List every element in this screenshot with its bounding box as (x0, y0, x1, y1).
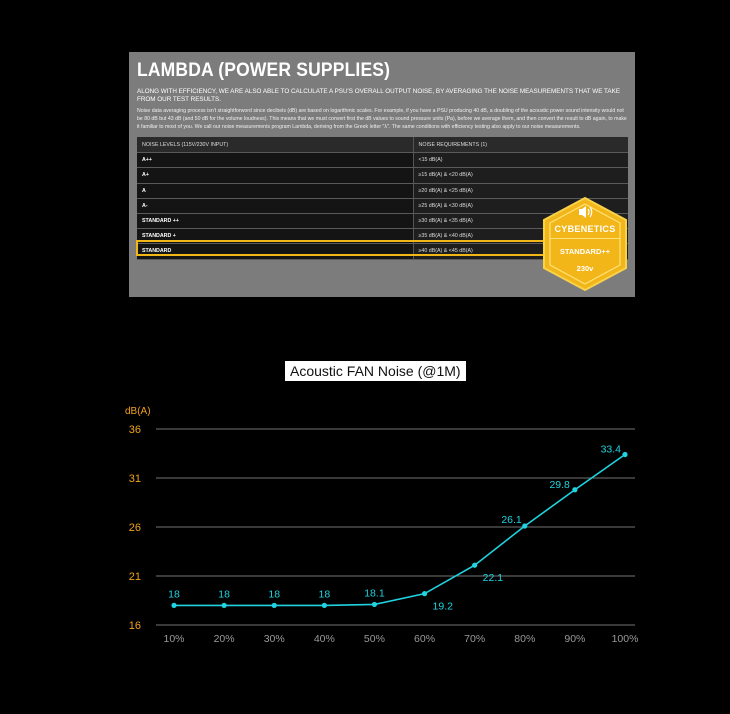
table-header-noise-levels: NOISE LEVELS (115V/230V INPUT) (137, 137, 413, 153)
noise-level-cell: STANDARD ++ (137, 213, 413, 228)
noise-requirement-cell: ≥35 dB(A) & <40 dB(A) (413, 229, 628, 244)
data-label: 19.2 (432, 600, 453, 613)
noise-level-cell: STANDARD (137, 244, 413, 259)
data-point (322, 603, 327, 608)
data-point (372, 602, 377, 607)
x-tick-label: 10% (163, 633, 185, 645)
table-row (137, 153, 628, 168)
lambda-body: Noise data averaging process isn't straightforword since decibels (dB) are based on logarithmic scales. For example, if you have a PSU producing 40 dB, a doubling of the acoustic power sound intensity would not be 80 dB but 43 dB (and 50 dB for the volume loudness). This means that we must convert first the dB values to sound pressure units (Pa), before we average them, and then convert the result to dB again, to make it familiar to most of you. We call our noise measurements program Lambda, deriving from the Greek letter "λ". The same conditions with efficiency testing also apply to our noise measurements. (137, 108, 627, 130)
noise-requirement-cell: ≥30 dB(A) & <35 dB(A) (413, 213, 628, 228)
data-label: 18 (268, 588, 281, 601)
table-row (137, 168, 628, 183)
noise-requirement-cell: <15 dB(A) (413, 153, 628, 168)
noise-line-chart (0, 395, 730, 655)
data-label: 18 (218, 588, 230, 601)
x-tick-label: 50% (363, 633, 385, 645)
data-point (171, 603, 176, 608)
noise-requirement-cell: ≥40 dB(A) & <45 dB(A) (413, 244, 628, 259)
data-point (572, 487, 577, 492)
x-tick-label: 90% (564, 633, 586, 645)
lambda-title: LAMBDA (POWER SUPPLIES) (137, 60, 391, 81)
x-tick-label: 20% (213, 633, 235, 645)
data-label: 26.1 (501, 514, 522, 527)
noise-level-cell: STANDARD + (137, 229, 413, 244)
noise-level-cell: A+ (137, 168, 413, 183)
x-tick-label: 80% (514, 633, 536, 645)
y-tick-label: 16 (128, 620, 141, 632)
data-label: 18.1 (364, 587, 385, 600)
noise-level-cell: A++ (137, 153, 413, 168)
data-point (272, 603, 277, 608)
y-axis-label: dB(A) (125, 406, 151, 417)
data-label: 33.4 (600, 443, 621, 456)
series-line (174, 454, 625, 605)
y-tick-label: 31 (128, 473, 141, 485)
cybenetics-badge (540, 196, 630, 292)
noise-level-cell: A (137, 183, 413, 198)
noise-requirement-cell: ≥15 dB(A) & <20 dB(A) (413, 168, 628, 183)
data-label: 18 (168, 588, 180, 601)
data-point (422, 591, 427, 596)
noise-requirement-cell: ≥20 dB(A) & <25 dB(A) (413, 183, 628, 198)
table-header-row (137, 137, 628, 153)
y-tick-label: 21 (128, 571, 141, 583)
noise-requirement-cell: ≥25 dB(A) & <30 dB(A) (413, 198, 628, 213)
badge-brand: CYBENETICS (554, 224, 616, 234)
data-label: 18 (318, 588, 331, 601)
chart-title: Acoustic FAN Noise (@1M) (285, 361, 466, 381)
x-tick-label: 70% (464, 633, 486, 645)
badge-level: STANDARD++ (559, 247, 611, 256)
data-point (522, 523, 527, 528)
noise-level-cell: A- (137, 198, 413, 213)
data-label: 29.8 (549, 478, 570, 491)
x-tick-label: 100% (611, 633, 639, 645)
data-labels (168, 443, 621, 612)
data-point (622, 452, 627, 457)
x-tick-labels (163, 633, 638, 645)
data-label: 22.1 (482, 572, 504, 585)
table-header-noise-requirements: NOISE REQUIREMENTS (1) (413, 137, 628, 153)
data-point (472, 563, 477, 568)
badge-voltage: 230v (576, 264, 594, 273)
data-points (171, 452, 627, 608)
lambda-subtitle: ALONG WITH EFFICIENCY, WE ARE ALSO ABLE TO CALCULATE A PSU'S OVERALL OUTPUT NOISE, BY AVERAGING THE NOISE MEASUREMENTS THAT WE TAKE FROM OUR TEST RESULTS. (137, 88, 621, 104)
x-tick-label: 40% (313, 633, 335, 645)
y-tick-label: 26 (128, 522, 141, 534)
x-tick-label: 60% (414, 633, 436, 645)
y-tick-labels (129, 424, 141, 632)
y-tick-label: 36 (128, 424, 141, 436)
data-point (222, 603, 227, 608)
x-tick-label: 30% (263, 633, 285, 645)
